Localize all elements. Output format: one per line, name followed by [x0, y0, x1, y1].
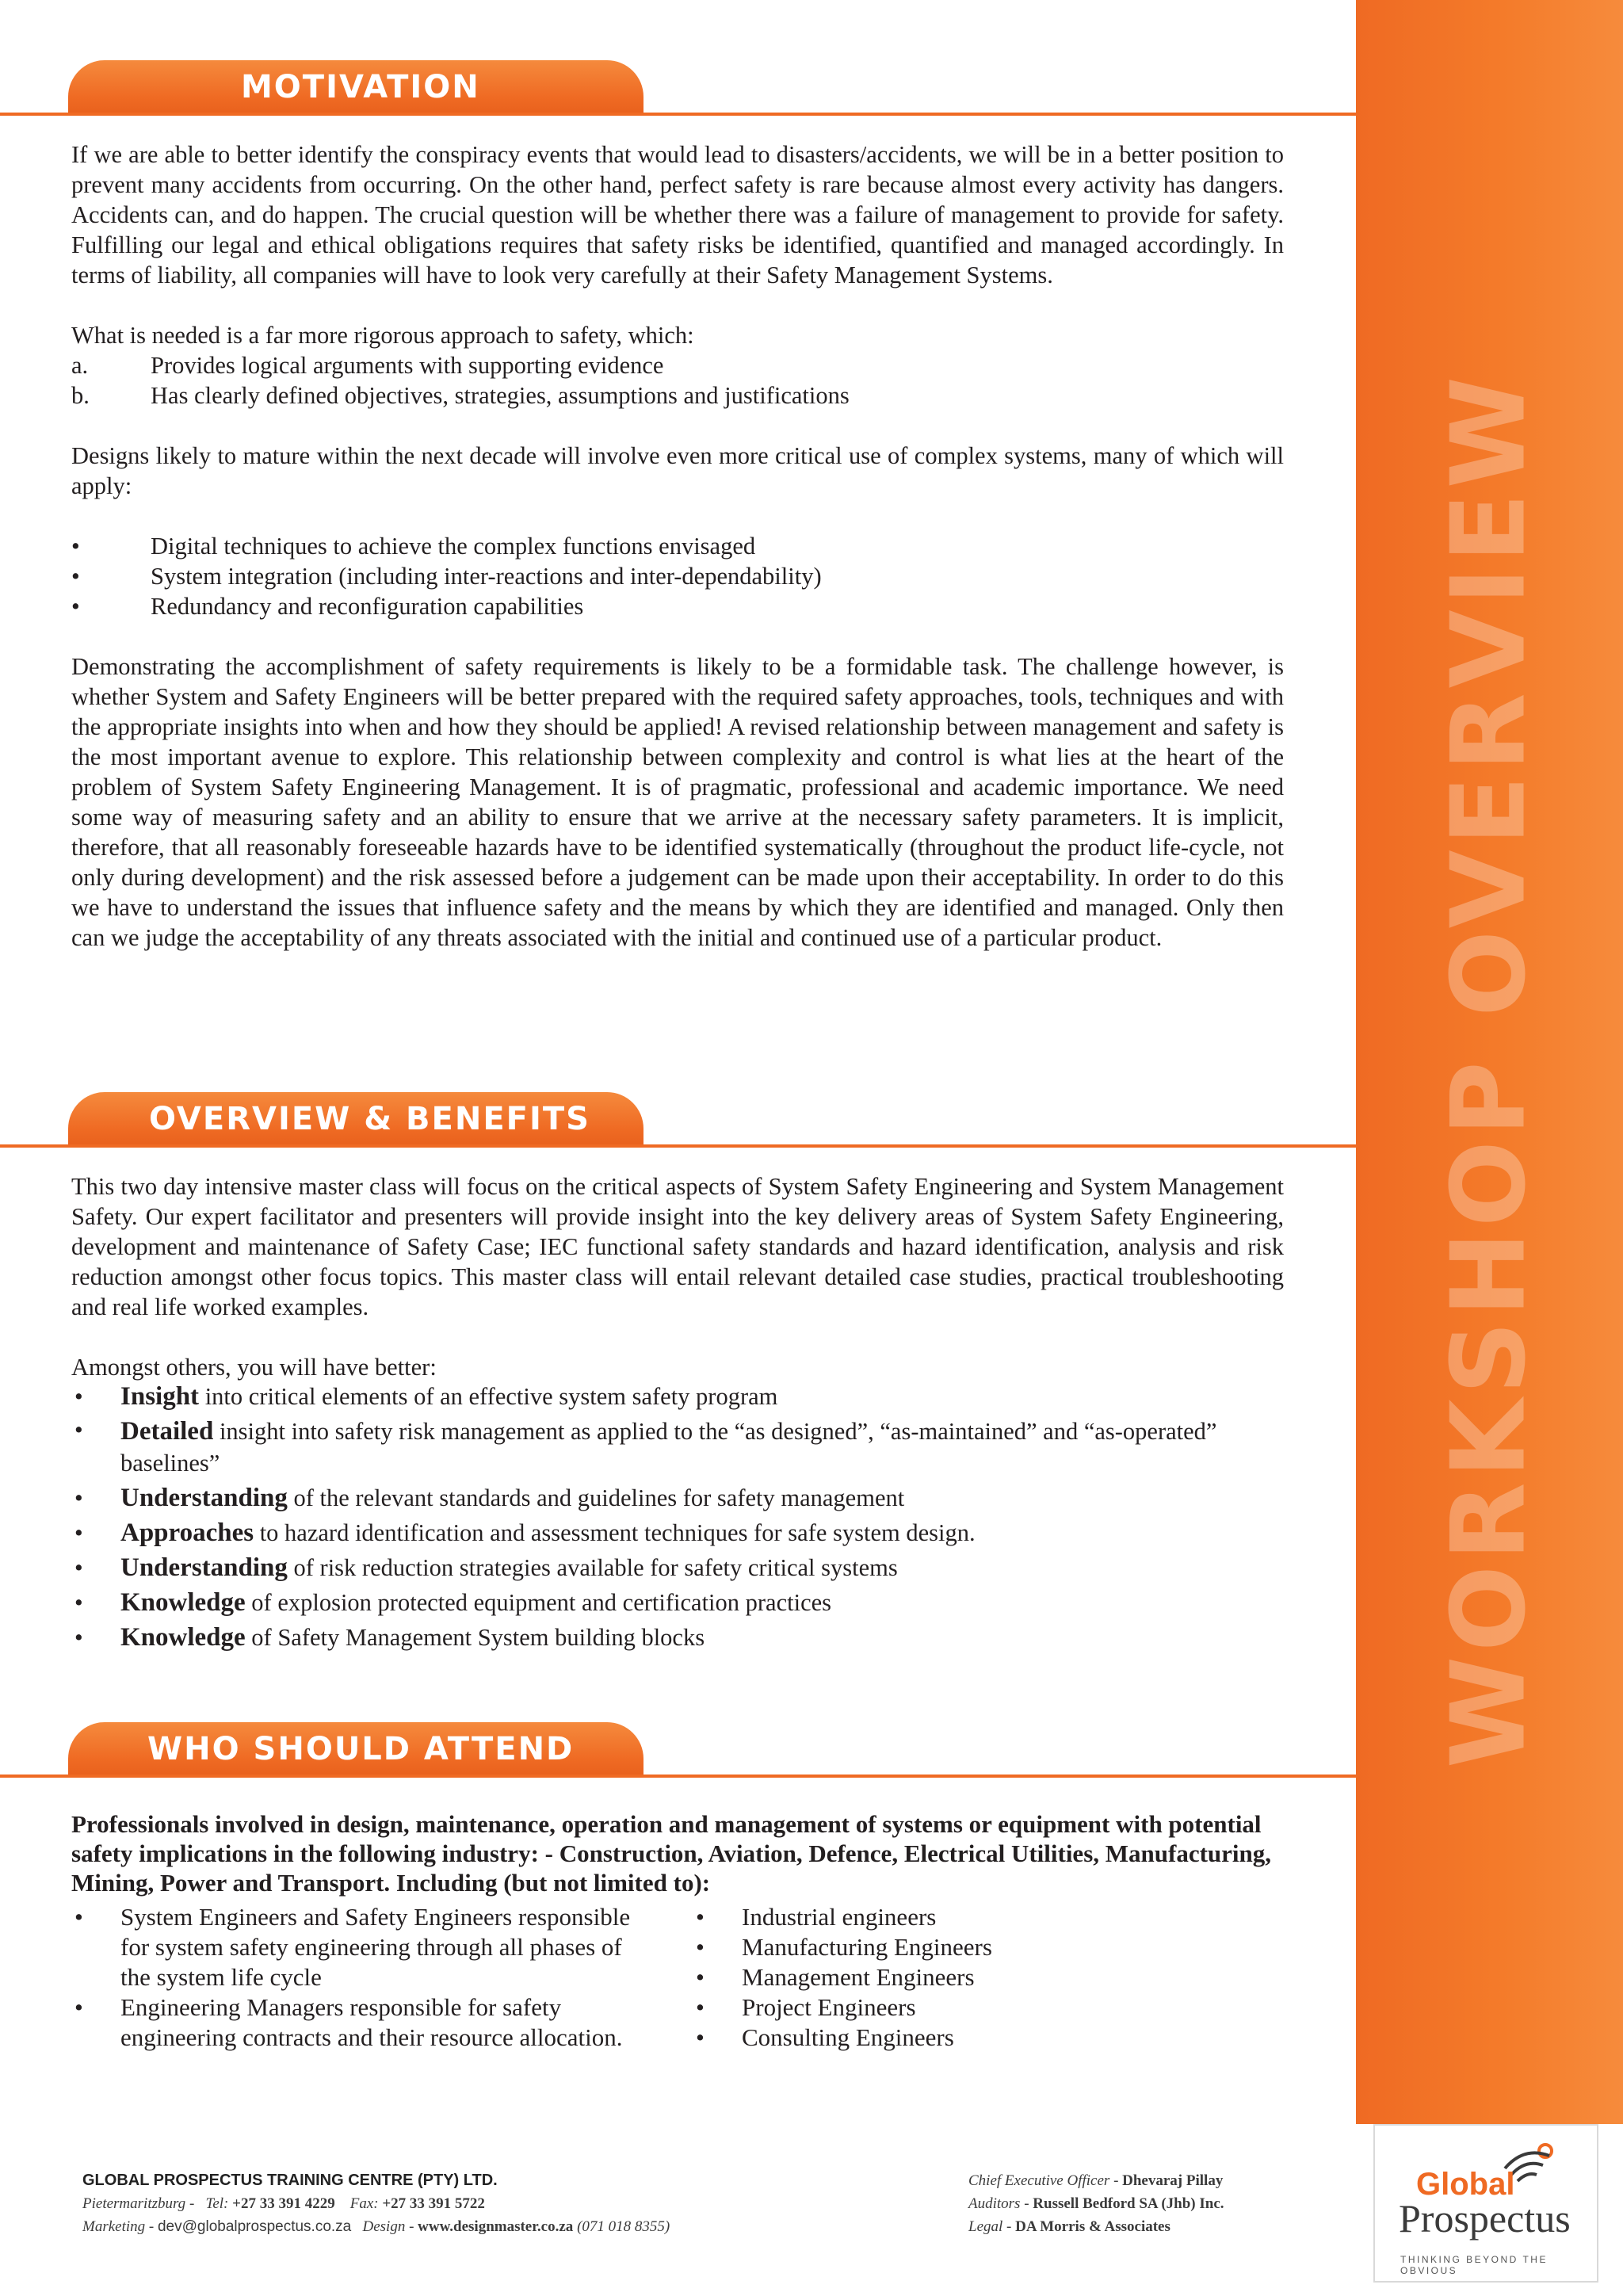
list-item-text: Manufacturing Engineers [742, 1933, 992, 1961]
auditors-name: Russell Bedford SA (Jhb) Inc. [1033, 2195, 1224, 2212]
ceo-label: Chief Executive Officer [968, 2172, 1110, 2189]
design-label: Design [362, 2218, 406, 2235]
list-item [71, 1585, 1284, 1620]
fax-number: +27 33 391 5722 [382, 2195, 485, 2212]
benefit-keyword: Knowledge [120, 1623, 246, 1652]
attend-left-list [71, 1902, 642, 2053]
bullet-icon: • [696, 1903, 705, 1931]
benefit-text: of the relevant standards and guidelines for safety management [287, 1484, 905, 1511]
contact-line: Pietermaritzburg - Tel: +27 33 391 4229 Fax: +27 33 391 5722 [82, 2195, 485, 2212]
logo-word-prospectus: Prospectus [1399, 2196, 1571, 2241]
benefit-keyword: Insight [120, 1382, 200, 1411]
list-item [71, 531, 1284, 561]
benefit-text: of Safety Management System building blocks [245, 1624, 705, 1651]
list-item [71, 1480, 1284, 1515]
benefit-text: to hazard identification and assessment techniques for safe system design. [254, 1519, 976, 1546]
list-item [71, 380, 1284, 411]
motivation-heading-tab [68, 60, 643, 114]
attend-left-column [71, 1902, 693, 2053]
benefit-text: of explosion protected equipment and certification practices [245, 1589, 832, 1616]
logo-word-global: Global [1416, 2167, 1515, 2202]
attend-heading: WHO SHOULD ATTEND [147, 1731, 575, 1767]
bullet-icon: • [74, 1383, 83, 1410]
bullet-icon: • [74, 1589, 83, 1616]
overview-paragraph: This two day intensive master class will focus on the critical aspects of System Safety Engineering and System Management Safety. Our expert facilitator and presenters will provide insight into the key delivery areas of System Safety Engineering, development and maintenance of Safety Case; IEC functional safety standards and hazard identification, analysis and risk reduction amongst other focus topics. This master class will entail relevant detailed case studies, practical troubleshooting and real life worked examples. [71, 1173, 1284, 1320]
design-phone: (071 018 8355) [577, 2218, 670, 2235]
list-marker: b. [71, 382, 90, 409]
design-site-link[interactable]: www.designmaster.co.za [418, 2218, 574, 2235]
overview-section [71, 1171, 1284, 1655]
list-item-text: Provides logical arguments with supporting evidence [151, 352, 664, 379]
motivation-section [71, 139, 1284, 953]
marketing-email[interactable]: dev@globalprospectus.co.za [157, 2218, 352, 2235]
bullet-icon: • [74, 1519, 83, 1546]
benefit-keyword: Knowledge [120, 1588, 246, 1617]
bullet-icon: • [696, 1933, 705, 1961]
bullet-icon: • [74, 1624, 83, 1651]
list-item [71, 1414, 1284, 1480]
attend-intro-block [71, 1809, 1284, 1897]
bullet-list [71, 531, 1284, 621]
marketing-line: Marketing - dev@globalprospectus.co.za Design - www.designmaster.co.za (071 018 8355) [82, 2218, 670, 2235]
list-item [693, 1962, 1247, 1992]
list-item-text: Has clearly defined objectives, strategies, assumptions and justifications [151, 382, 850, 409]
sidebar-vertical-title: WORKSHOP OVERVIEW [1430, 372, 1549, 1768]
fax-label: Fax: [349, 2195, 379, 2212]
overview-heading: OVERVIEW & BENEFITS [149, 1101, 590, 1137]
list-item-text: Redundancy and reconfiguration capabilities [151, 593, 584, 620]
list-item-text: Industrial engineers [742, 1903, 937, 1931]
benefit-keyword: Understanding [120, 1484, 288, 1512]
legal-label: Legal [968, 2218, 1003, 2235]
list-item [693, 2023, 1247, 2053]
list-item [71, 350, 1284, 380]
list-item [693, 1932, 1247, 1962]
benefit-keyword: Understanding [120, 1553, 288, 1582]
tel-label: Tel: [205, 2195, 229, 2212]
list-item-text: System Engineers and Safety Engineers responsible for system safety engineering through all phases of the system life cycle [120, 1903, 631, 1991]
list-item-text: Engineering Managers responsible for safety engineering contracts and their resource allocation. [120, 1993, 623, 2051]
ceo-line: Chief Executive Officer - Dhevaraj Pillay [968, 2172, 1224, 2189]
attend-rule [0, 1775, 1356, 1778]
motivation-paragraph-3: Designs likely to mature within the next decade will involve even more critical use of complex systems, many of which will apply: [71, 442, 1284, 499]
overview-rule [0, 1144, 1356, 1148]
benefits-intro: Amongst others, you will have better: [71, 1354, 437, 1381]
list-item [71, 1620, 1284, 1655]
attend-heading-tab [68, 1722, 643, 1776]
benefit-text: insight into safety risk management as applied to the “as designed”, “as-maintained” and “as-operated” baselines” [120, 1418, 1217, 1477]
attend-right-list [693, 1902, 1247, 2053]
global-prospectus-logo [1373, 2124, 1598, 2283]
bullet-icon: • [696, 2023, 705, 2051]
list-item [71, 591, 1284, 621]
bullet-icon: • [71, 533, 80, 560]
benefit-text: of risk reduction strategies available for safety critical systems [287, 1554, 898, 1581]
city: Pietermaritzburg [82, 2195, 186, 2212]
lettered-list [71, 350, 1284, 411]
list-item [71, 1515, 1284, 1550]
list-item-text: Management Engineers [742, 1963, 975, 1991]
bullet-icon: • [696, 1993, 705, 2021]
bullet-icon: • [71, 563, 80, 590]
motivation-paragraph-4: Demonstrating the accomplishment of safety requirements is likely to be a formidable task. The challenge however, is whether System and Safety Engineers will be better prepared with the required safety approaches, tools, techniques and with the appropriate insights into when and how they should be applied! A revised relationship between management and safety is the most important avenue to explore. This relationship between complexity and control is what lies at the heart of the problem of System Safety Engineering Management. It is of pragmatic, professional and academic importance. We need some way of measuring safety and an ability to ensure that we arrive at the necessary safety parameters. It is implicit, therefore, that all reasonably foreseeable hazards have to be identified systematically (throughout the product life-cycle, not only during development) and the risk assessed before a judgement can be made upon their acceptability. In order to do this we have to understand the issues that influence safety and the means by which they are identified and managed. Only then can we judge the acceptability of any threats associated with the initial and continued use of a particular product. [71, 653, 1284, 951]
list-item [693, 1902, 1247, 1932]
list-item [693, 1992, 1247, 2023]
list-item [71, 561, 1284, 591]
list-item-text: Digital techniques to achieve the complex functions envisaged [151, 533, 756, 560]
motivation-rule [0, 113, 1356, 116]
motivation-paragraph-2: What is needed is a far more rigorous approach to safety, which: [71, 322, 694, 349]
marketing-label: Marketing [82, 2218, 146, 2235]
benefits-list [71, 1379, 1284, 1655]
benefit-keyword: Detailed [120, 1417, 214, 1446]
footer-officers [968, 2169, 1224, 2238]
motivation-paragraph-1: If we are able to better identify the conspiracy events that would lead to disasters/accidents, we will be in a better position to prevent many accidents from occurring. On the other hand, perfect safety is rare because almost every activity has dangers. Accidents can, and do happen. The crucial question will be whether there was a failure of management to provide for safety. Fulfilling our legal and ethical obligations requires that safety risks be identified, quantified and managed accordingly. In terms of liability, all companies will have to look very carefully at their Safety Management Systems. [71, 141, 1284, 288]
legal-line: Legal - DA Morris & Associates [968, 2218, 1170, 2235]
bullet-icon: • [74, 1903, 83, 1931]
bullet-icon: • [696, 1963, 705, 1991]
list-item-text: Consulting Engineers [742, 2023, 954, 2051]
list-item-text: Project Engineers [742, 1993, 916, 2021]
auditors-label: Auditors [968, 2195, 1021, 2212]
footer-company-info [82, 2169, 670, 2238]
overview-heading-tab [68, 1092, 643, 1146]
tel-number: +27 33 391 4229 [232, 2195, 335, 2212]
legal-name: DA Morris & Associates [1015, 2218, 1170, 2235]
list-marker: a. [71, 352, 89, 379]
attend-right-column [693, 1902, 1247, 2053]
list-item-text: System integration (including inter-reactions and inter-dependability) [151, 563, 822, 590]
bullet-icon: • [74, 1416, 83, 1443]
auditors-line: Auditors - Russell Bedford SA (Jhb) Inc. [968, 2195, 1224, 2212]
motivation-heading: MOTIVATION [241, 69, 480, 105]
list-item [71, 1902, 642, 1992]
company-name: GLOBAL PROSPECTUS TRAINING CENTRE (PTY) LTD. [82, 2172, 498, 2189]
attend-columns [71, 1902, 1292, 2053]
attend-intro: Professionals involved in design, maintenance, operation and management of systems or equipment with potential safety implications in the following industry: - Construction, Aviation, Defence, Electrical Utilities, Manufacturing, Mining, Power and Transport. Including (but not limited to): [71, 1810, 1272, 1897]
logo-tagline: THINKING BEYOND THE OBVIOUS [1400, 2254, 1548, 2276]
ceo-name: Dhevaraj Pillay [1122, 2172, 1224, 2189]
bullet-icon: • [74, 1484, 83, 1511]
benefit-text: into critical elements of an effective system safety program [199, 1383, 778, 1410]
bullet-icon: • [74, 1993, 83, 2021]
bullet-icon: • [74, 1554, 83, 1581]
list-item [71, 1550, 1284, 1585]
list-item [71, 1992, 642, 2053]
bullet-icon: • [71, 593, 80, 620]
list-item [71, 1379, 1284, 1414]
benefit-keyword: Approaches [120, 1519, 254, 1547]
